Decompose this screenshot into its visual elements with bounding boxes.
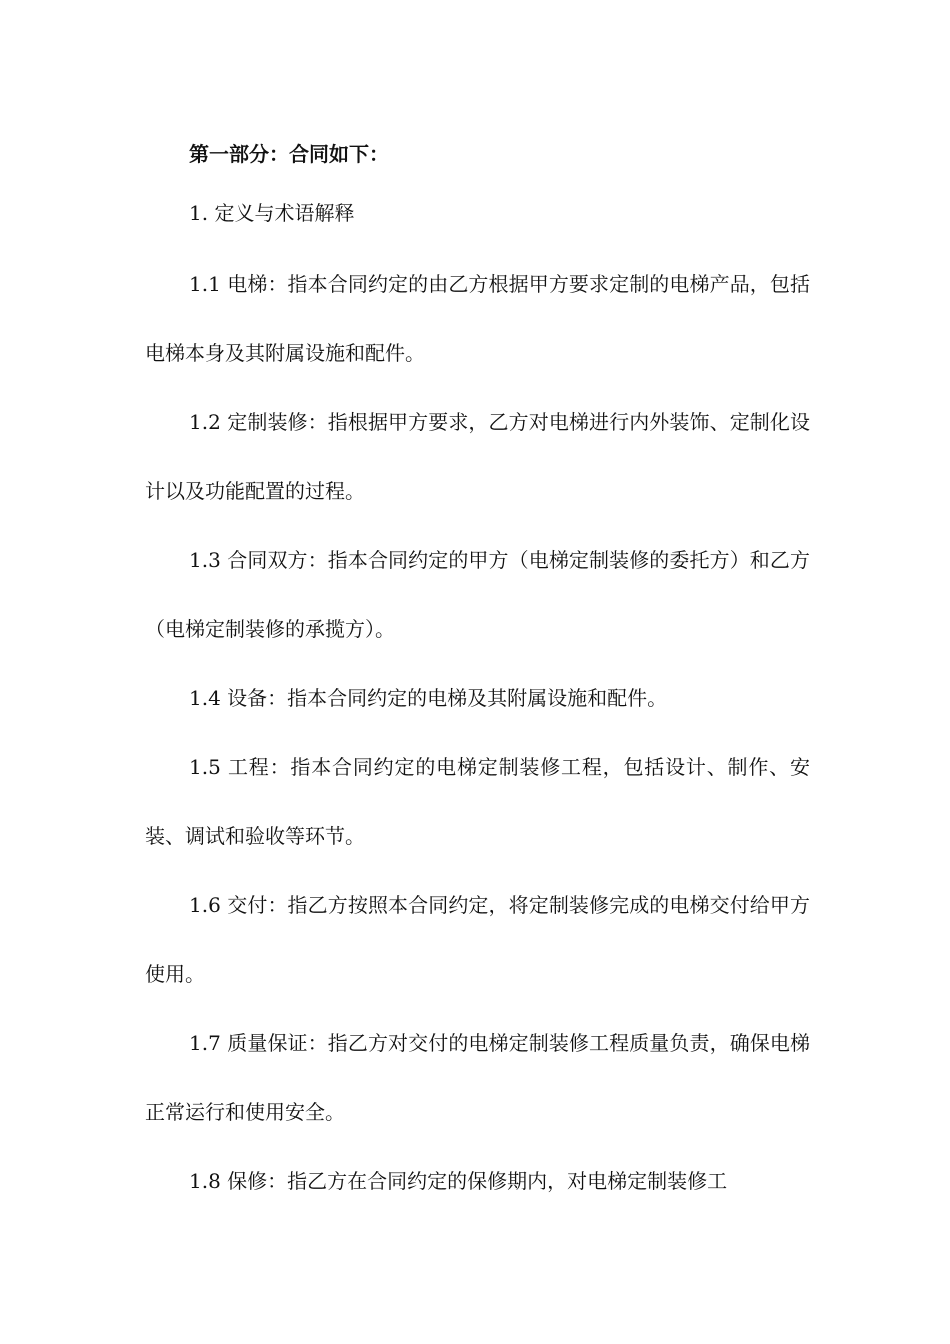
paragraph-1-1: 1.1 电梯：指本合同约定的由乙方根据甲方要求定制的电梯产品，包括电梯本身及其附属设施和配件。 xyxy=(145,272,810,365)
paragraph-1-5: 1.5 工程：指本合同约定的电梯定制装修工程，包括设计、制作、安装、调试和验收等环节。 xyxy=(145,755,810,848)
paragraph-1-2: 1.2 定制装修：指根据甲方要求，乙方对电梯进行内外装饰、定制化设计以及功能配置的过程。 xyxy=(145,410,810,503)
paragraph-1: 1. 定义与术语解释 xyxy=(189,201,355,225)
section-heading: 第一部分：合同如下： xyxy=(189,142,389,166)
paragraph-1-7: 1.7 质量保证：指乙方对交付的电梯定制装修工程质量负责，确保电梯正常运行和使用安全。 xyxy=(145,1031,810,1124)
paragraph-1-6: 1.6 交付：指乙方按照本合同约定，将定制装修完成的电梯交付给甲方使用。 xyxy=(145,893,810,986)
paragraph-1-8: 1.8 保修：指乙方在合同约定的保修期内，对电梯定制装修工 xyxy=(189,1169,728,1193)
paragraph-1-4: 1.4 设备：指本合同约定的电梯及其附属设施和配件。 xyxy=(189,686,668,710)
paragraph-1-3: 1.3 合同双方：指本合同约定的甲方（电梯定制装修的委托方）和乙方（电梯定制装修的承揽方）。 xyxy=(145,548,810,641)
document-body xyxy=(145,132,810,1216)
